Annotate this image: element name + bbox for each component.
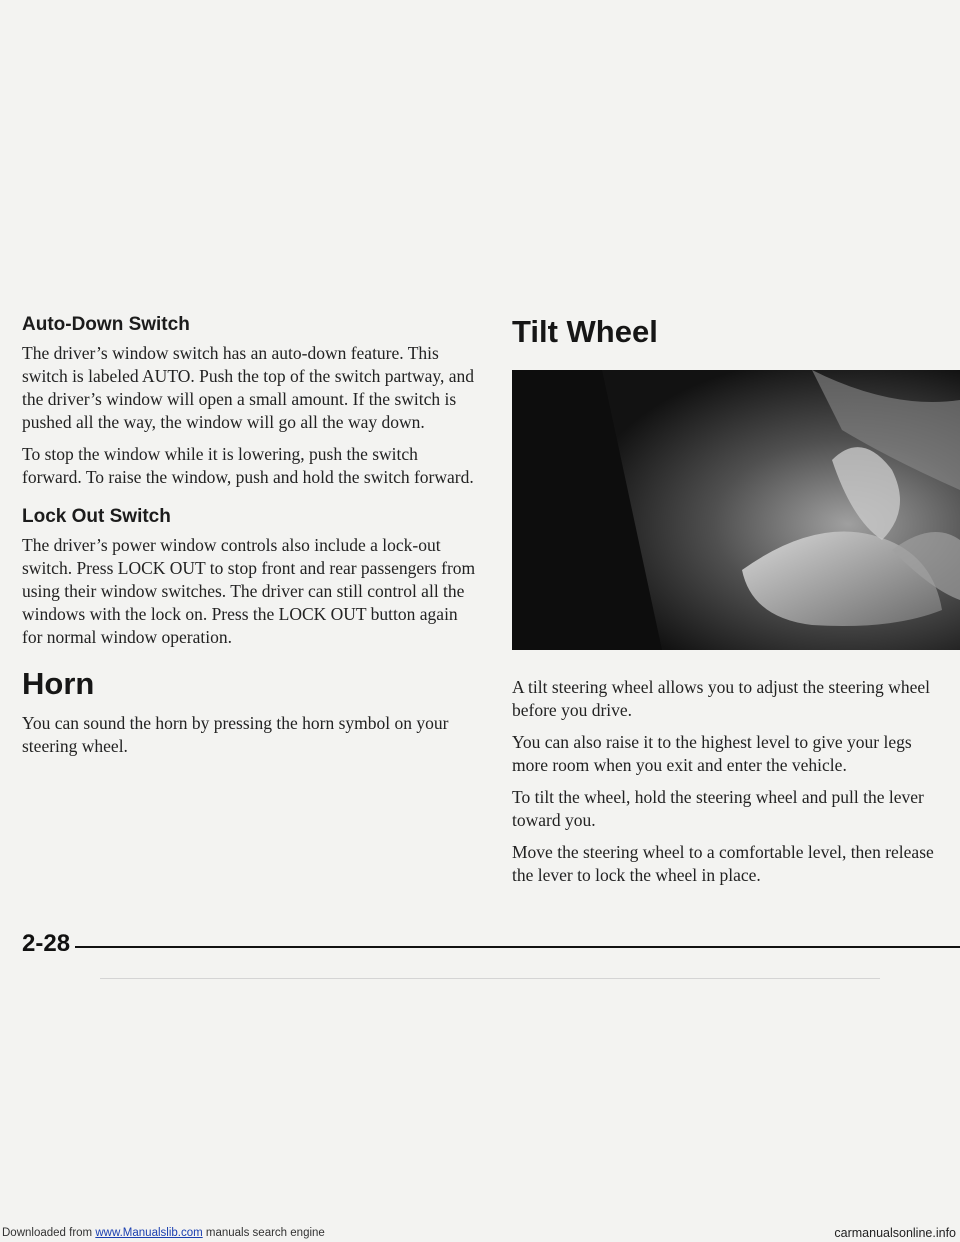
horn-heading: Horn xyxy=(22,666,95,701)
lock-out-switch-heading: Lock Out Switch xyxy=(22,506,171,527)
tilt-paragraph-1: A tilt steering wheel allows you to adjust the steering wheel before you drive. xyxy=(512,677,930,720)
faint-rule xyxy=(100,978,880,979)
footer-rule xyxy=(75,946,960,948)
watermark-bar xyxy=(0,1226,960,1242)
steering-wheel-hand-image xyxy=(512,370,960,650)
tilt-wheel-heading: Tilt Wheel xyxy=(512,314,658,349)
manualslib-link[interactable]: www.Manualslib.com xyxy=(95,1227,203,1239)
page-number: 2-28 xyxy=(22,930,71,957)
watermark-prefix: Downloaded from xyxy=(2,1227,96,1239)
watermark-suffix: manuals search engine xyxy=(202,1227,325,1239)
tilt-paragraph-4: Move the steering wheel to a comfortable level, then release the lever to lock the wheel in place. xyxy=(512,842,934,885)
watermark-right: carmanualsonline.info xyxy=(834,1226,956,1240)
tilt-paragraph-2: You can also raise it to the highest level to give your legs more room when you exit and enter the vehicle. xyxy=(512,732,912,775)
watermark-left xyxy=(2,1227,325,1239)
horn-paragraph: You can sound the horn by pressing the horn symbol on your steering wheel. xyxy=(22,713,449,756)
tilt-paragraph-3: To tilt the wheel, hold the steering wheel and pull the lever toward you. xyxy=(512,787,924,830)
lock-out-paragraph: The driver’s power window controls also include a lock-out switch. Press LOCK OUT to stop front and rear passengers from using their window switches. The driver can still control all the windows with the lock on. Press the LOCK OUT button again for normal window operation. xyxy=(22,535,476,647)
auto-down-paragraph-2: To stop the window while it is lowering, push the switch forward. To raise the window, push and hold the switch forward. xyxy=(22,444,474,487)
left-column xyxy=(22,314,482,767)
tilt-wheel-photo xyxy=(512,370,960,650)
right-column xyxy=(512,314,942,896)
auto-down-switch-heading: Auto-Down Switch xyxy=(22,314,190,335)
auto-down-paragraph-1: The driver’s window switch has an auto-down feature. This switch is labeled AUTO. Push the top of the switch partway, and the driver’s window will open a small amount. If the switch is pushed all the way, the window will go all the way down. xyxy=(22,343,475,432)
